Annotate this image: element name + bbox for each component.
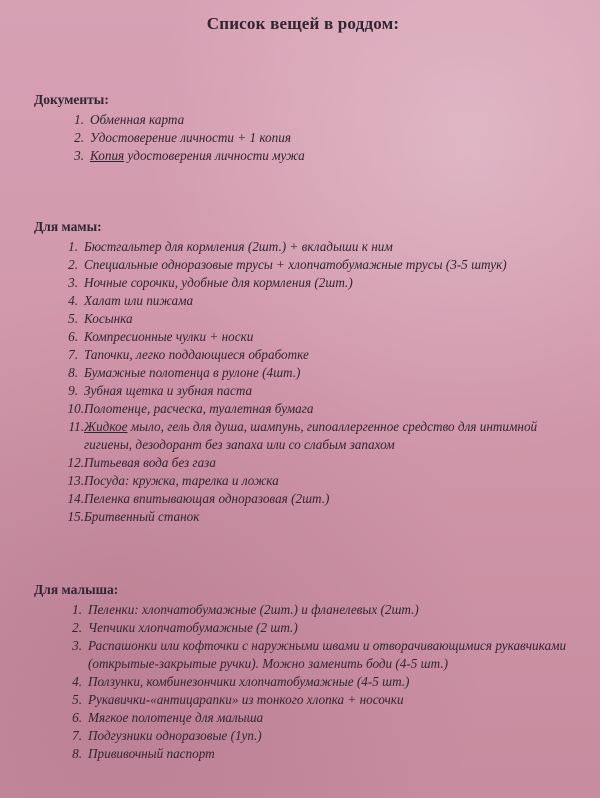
list-item <box>56 418 572 454</box>
item-number: 2. <box>72 620 82 635</box>
mom-heading: Для мамы: <box>34 219 102 234</box>
item-text: Специальные одноразовые трусы + хлопчатобумажные трусы (3-5 штук) <box>84 257 507 272</box>
item-number: 2. <box>68 257 78 272</box>
item-number: 12. <box>67 455 84 470</box>
item-number: 6. <box>68 329 78 344</box>
item-number: 13. <box>67 473 84 488</box>
item-number: 4. <box>72 674 82 689</box>
item-number: 4. <box>68 293 78 308</box>
item-text: мыло, гель для душа, шампунь, гипоаллергенное средство для интимной гигиены, дезодорант без запаха или со слабым запахом <box>84 419 538 452</box>
list-item <box>66 709 572 727</box>
list-item <box>62 238 572 256</box>
list-item <box>66 673 572 691</box>
item-text-group <box>84 418 572 454</box>
list-item <box>68 147 572 165</box>
list-item <box>62 256 572 274</box>
list-item <box>66 745 572 763</box>
item-number: 1. <box>72 602 82 617</box>
list-item <box>68 129 572 147</box>
item-number: 2. <box>74 130 84 145</box>
list-item <box>62 364 572 382</box>
list-item <box>62 274 572 292</box>
list-item <box>62 328 572 346</box>
list-item <box>66 727 572 745</box>
item-number: 9. <box>68 383 78 398</box>
documents-heading: Документы: <box>34 92 109 107</box>
item-number: 7. <box>72 728 82 743</box>
baby-section <box>34 582 572 763</box>
list-item <box>62 292 572 310</box>
item-text: Удостоверение личности + 1 копия <box>90 130 291 145</box>
item-text: Ночные сорочки, удобные для кормления (2шт.) <box>84 275 353 290</box>
item-text: Бюстгальтер для кормления (2шт.) + вкладыши к ним <box>84 239 393 254</box>
item-number: 14. <box>67 491 84 506</box>
item-number: 8. <box>68 365 78 380</box>
underlined-word: Копия <box>90 148 125 163</box>
list-item <box>66 691 572 709</box>
item-text: Косынка <box>84 311 133 326</box>
baby-heading: Для малыша: <box>34 582 119 597</box>
list-item <box>56 508 572 526</box>
item-text: Обменная карта <box>90 112 185 127</box>
list-item <box>68 111 572 129</box>
item-text: Пеленки: хлопчатобумажные (2шт.) и фланелевых (2шт.) <box>88 602 419 617</box>
item-text-group <box>90 147 572 165</box>
item-text: Прививочный паспорт <box>88 746 215 761</box>
item-text: Рукавички-«антицарапки» из тонкого хлопка + носочки <box>88 692 404 707</box>
baby-list <box>66 601 572 763</box>
list-item <box>62 382 572 400</box>
item-text: Чепчики хлопчатобумажные (2 шт.) <box>88 620 298 635</box>
item-number: 3. <box>72 638 82 653</box>
documents-list <box>68 111 572 165</box>
item-text: Тапочки, легко поддающиеся обработке <box>84 347 309 362</box>
item-text: Зубная щетка и зубная паста <box>84 383 253 398</box>
item-number: 15. <box>67 509 84 524</box>
item-number: 3. <box>68 275 78 290</box>
item-number: 6. <box>72 710 82 725</box>
list-item <box>66 619 572 637</box>
item-text: Компресионные чулки + носки <box>84 329 254 344</box>
item-number: 5. <box>72 692 82 707</box>
item-text: Посуда: кружка, тарелка и ложка <box>84 473 279 488</box>
list-item <box>56 454 572 472</box>
item-text: Пеленка впитывающая одноразовая (2шт.) <box>84 491 330 506</box>
item-number: 10. <box>67 401 84 416</box>
list-item <box>62 346 572 364</box>
item-number: 1. <box>68 239 78 254</box>
item-number: 5. <box>68 311 78 326</box>
item-number: 3. <box>74 148 84 163</box>
list-item <box>56 400 572 418</box>
item-text: Подгузники одноразовые (1уп.) <box>88 728 262 743</box>
list-item <box>56 490 572 508</box>
underlined-word: Жидкое <box>84 419 128 434</box>
documents-section <box>34 92 572 165</box>
list-item <box>66 637 572 673</box>
item-text: Бритвенный станок <box>84 509 200 524</box>
item-text: Бумажные полотенца в рулоне (4шт.) <box>84 365 301 380</box>
item-number: 7. <box>68 347 78 362</box>
list-item <box>66 601 572 619</box>
mom-section <box>34 219 572 526</box>
item-text: Полотенце, расческа, туалетная бумага <box>84 401 314 416</box>
item-text: Ползунки, комбинезончики хлопчатобумажные (4-5 шт.) <box>88 674 410 689</box>
item-text: удостоверения личности мужа <box>124 148 305 163</box>
item-number: 11. <box>68 419 84 434</box>
item-text: Распашонки или кофточки с наружными швами и отворачивающимися рукавчиками (открытые-закрытые ручки). Можно заменить боди (4-5 шт.) <box>88 638 567 671</box>
item-text: Питьевая вода без газа <box>84 455 216 470</box>
item-text: Мягкое полотенце для малыша <box>88 710 264 725</box>
list-item <box>62 310 572 328</box>
item-number: 1. <box>74 112 84 127</box>
page-title: Список вещей в роддом: <box>206 14 400 33</box>
list-item <box>56 472 572 490</box>
item-number: 8. <box>72 746 82 761</box>
item-text: Халат или пижама <box>84 293 194 308</box>
mom-list <box>62 238 572 526</box>
